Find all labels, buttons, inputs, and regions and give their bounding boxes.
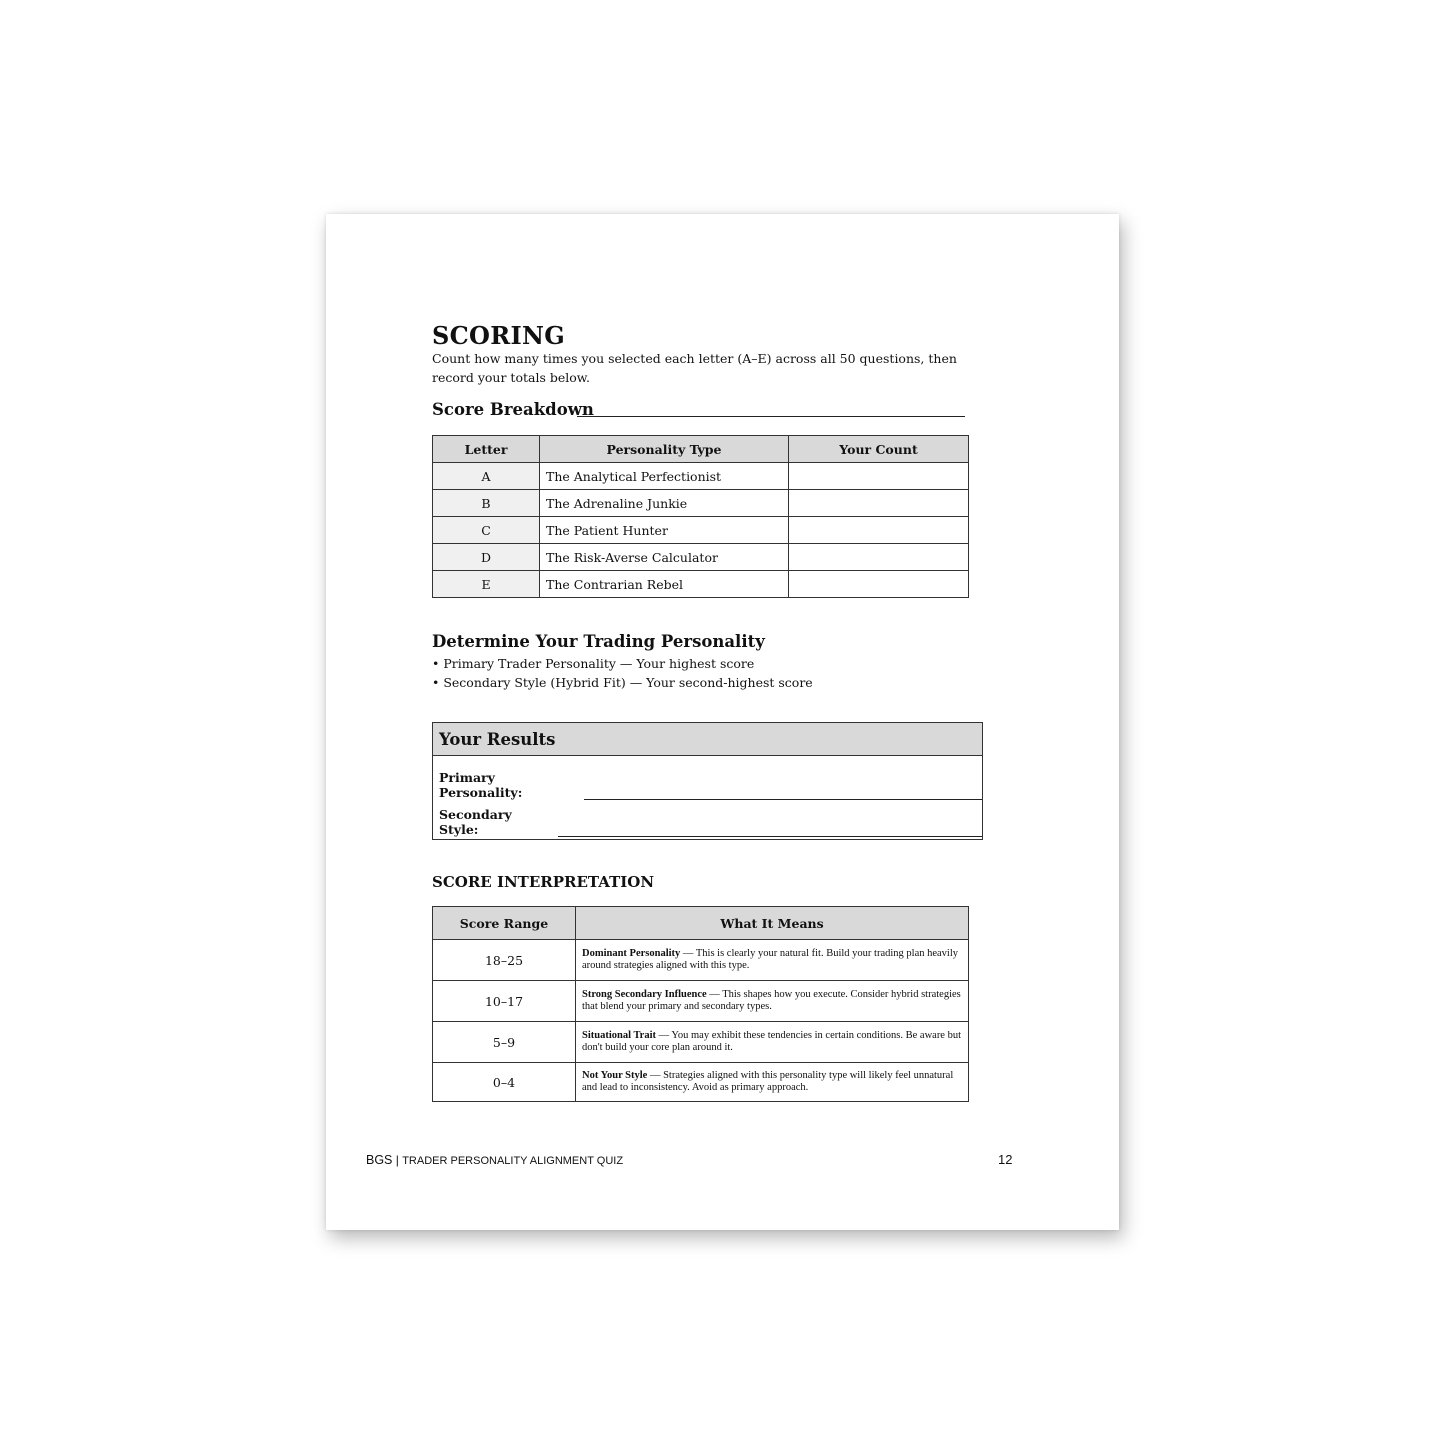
letter-cell: E bbox=[433, 571, 540, 598]
your-results-heading: Your Results bbox=[433, 723, 982, 756]
footer-separator: | bbox=[392, 1153, 403, 1167]
footer-brand: BGS bbox=[366, 1153, 393, 1167]
personality-type-cell: The Adrenaline Junkie bbox=[540, 490, 789, 517]
table-row bbox=[433, 463, 969, 490]
table-row bbox=[433, 544, 969, 571]
meaning-term: Situational Trait bbox=[582, 1029, 656, 1041]
secondary-style-fill-line[interactable] bbox=[558, 822, 982, 837]
intro-text: Count how many times you selected each letter (A–E) across all 50 questions, then record your totals below. bbox=[432, 351, 957, 385]
meaning-description: — This shapes how you execute. Consider hybrid strategies that blend your primary and secondary types. bbox=[582, 988, 961, 1012]
footer-document-title bbox=[366, 1153, 623, 1167]
bullet-secondary: • Secondary Style (Hybrid Fit) — Your second-highest score bbox=[432, 674, 813, 690]
meaning-description: — You may exhibit these tendencies in certain conditions. Be aware but don't build your core plan around it. bbox=[582, 1029, 962, 1053]
secondary-style-row bbox=[439, 807, 982, 837]
table-header-row bbox=[433, 436, 969, 463]
determine-bullet-list bbox=[432, 655, 813, 692]
meaning-description: — This is clearly your natural fit. Build your trading plan heavily around strategies aligned with this type. bbox=[582, 947, 959, 971]
page-number: 12 bbox=[998, 1152, 1013, 1167]
table-row bbox=[433, 981, 969, 1022]
personality-type-cell: The Patient Hunter bbox=[540, 517, 789, 544]
bullet-primary: • Primary Trader Personality — Your highest score bbox=[432, 656, 755, 671]
column-header-score-range: Score Range bbox=[433, 907, 576, 940]
meaning-cell bbox=[576, 981, 969, 1022]
column-header-letter: Letter bbox=[433, 436, 540, 463]
table-header-row bbox=[433, 907, 969, 940]
column-header-what-it-means: What It Means bbox=[576, 907, 969, 940]
table-row bbox=[433, 517, 969, 544]
meaning-cell bbox=[576, 1022, 969, 1063]
score-range-cell: 10–17 bbox=[433, 981, 576, 1022]
primary-personality-row bbox=[439, 770, 982, 800]
count-cell[interactable] bbox=[789, 463, 969, 490]
score-interpretation-heading: SCORE INTERPRETATION bbox=[432, 873, 655, 891]
column-header-personality-type: Personality Type bbox=[540, 436, 789, 463]
score-breakdown-heading: Score Breakdown bbox=[432, 400, 594, 419]
page-title: SCORING bbox=[432, 321, 566, 350]
score-range-cell: 0–4 bbox=[433, 1063, 576, 1102]
meaning-description: — Strategies aligned with this personality type will likely feel unnatural and lead to inconsistency. Avoid as primary approach. bbox=[582, 1069, 954, 1093]
personality-type-cell: The Risk-Averse Calculator bbox=[540, 544, 789, 571]
letter-cell: A bbox=[433, 463, 540, 490]
score-breakdown-table bbox=[432, 435, 969, 598]
meaning-cell bbox=[576, 1063, 969, 1102]
personality-type-cell: The Contrarian Rebel bbox=[540, 571, 789, 598]
table-row bbox=[433, 1063, 969, 1102]
count-cell[interactable] bbox=[789, 490, 969, 517]
primary-personality-label: Primary Personality: bbox=[439, 770, 523, 800]
personality-type-cell: The Analytical Perfectionist bbox=[540, 463, 789, 490]
score-interpretation-table bbox=[432, 906, 969, 1102]
your-results-box bbox=[432, 722, 983, 840]
meaning-term: Strong Secondary Influence bbox=[582, 988, 707, 1000]
table-row bbox=[433, 1022, 969, 1063]
primary-personality-fill-line[interactable] bbox=[584, 785, 982, 800]
count-cell[interactable] bbox=[789, 544, 969, 571]
meaning-term: Dominant Personality bbox=[582, 947, 681, 959]
table-row bbox=[433, 490, 969, 517]
letter-cell: C bbox=[433, 517, 540, 544]
count-cell[interactable] bbox=[789, 517, 969, 544]
footer-title: TRADER PERSONALITY ALIGNMENT QUIZ bbox=[402, 1155, 624, 1167]
column-header-your-count: Your Count bbox=[789, 436, 969, 463]
table-row bbox=[433, 571, 969, 598]
secondary-style-label: Secondary Style: bbox=[439, 807, 512, 837]
heading-underline bbox=[577, 416, 965, 417]
meaning-cell bbox=[576, 940, 969, 981]
table-row bbox=[433, 940, 969, 981]
score-range-cell: 5–9 bbox=[433, 1022, 576, 1063]
count-cell[interactable] bbox=[789, 571, 969, 598]
document-page bbox=[326, 214, 1119, 1230]
determine-personality-heading: Determine Your Trading Personality bbox=[432, 632, 765, 651]
letter-cell: B bbox=[433, 490, 540, 517]
score-range-cell: 18–25 bbox=[433, 940, 576, 981]
letter-cell: D bbox=[433, 544, 540, 571]
meaning-term: Not Your Style bbox=[582, 1069, 648, 1081]
